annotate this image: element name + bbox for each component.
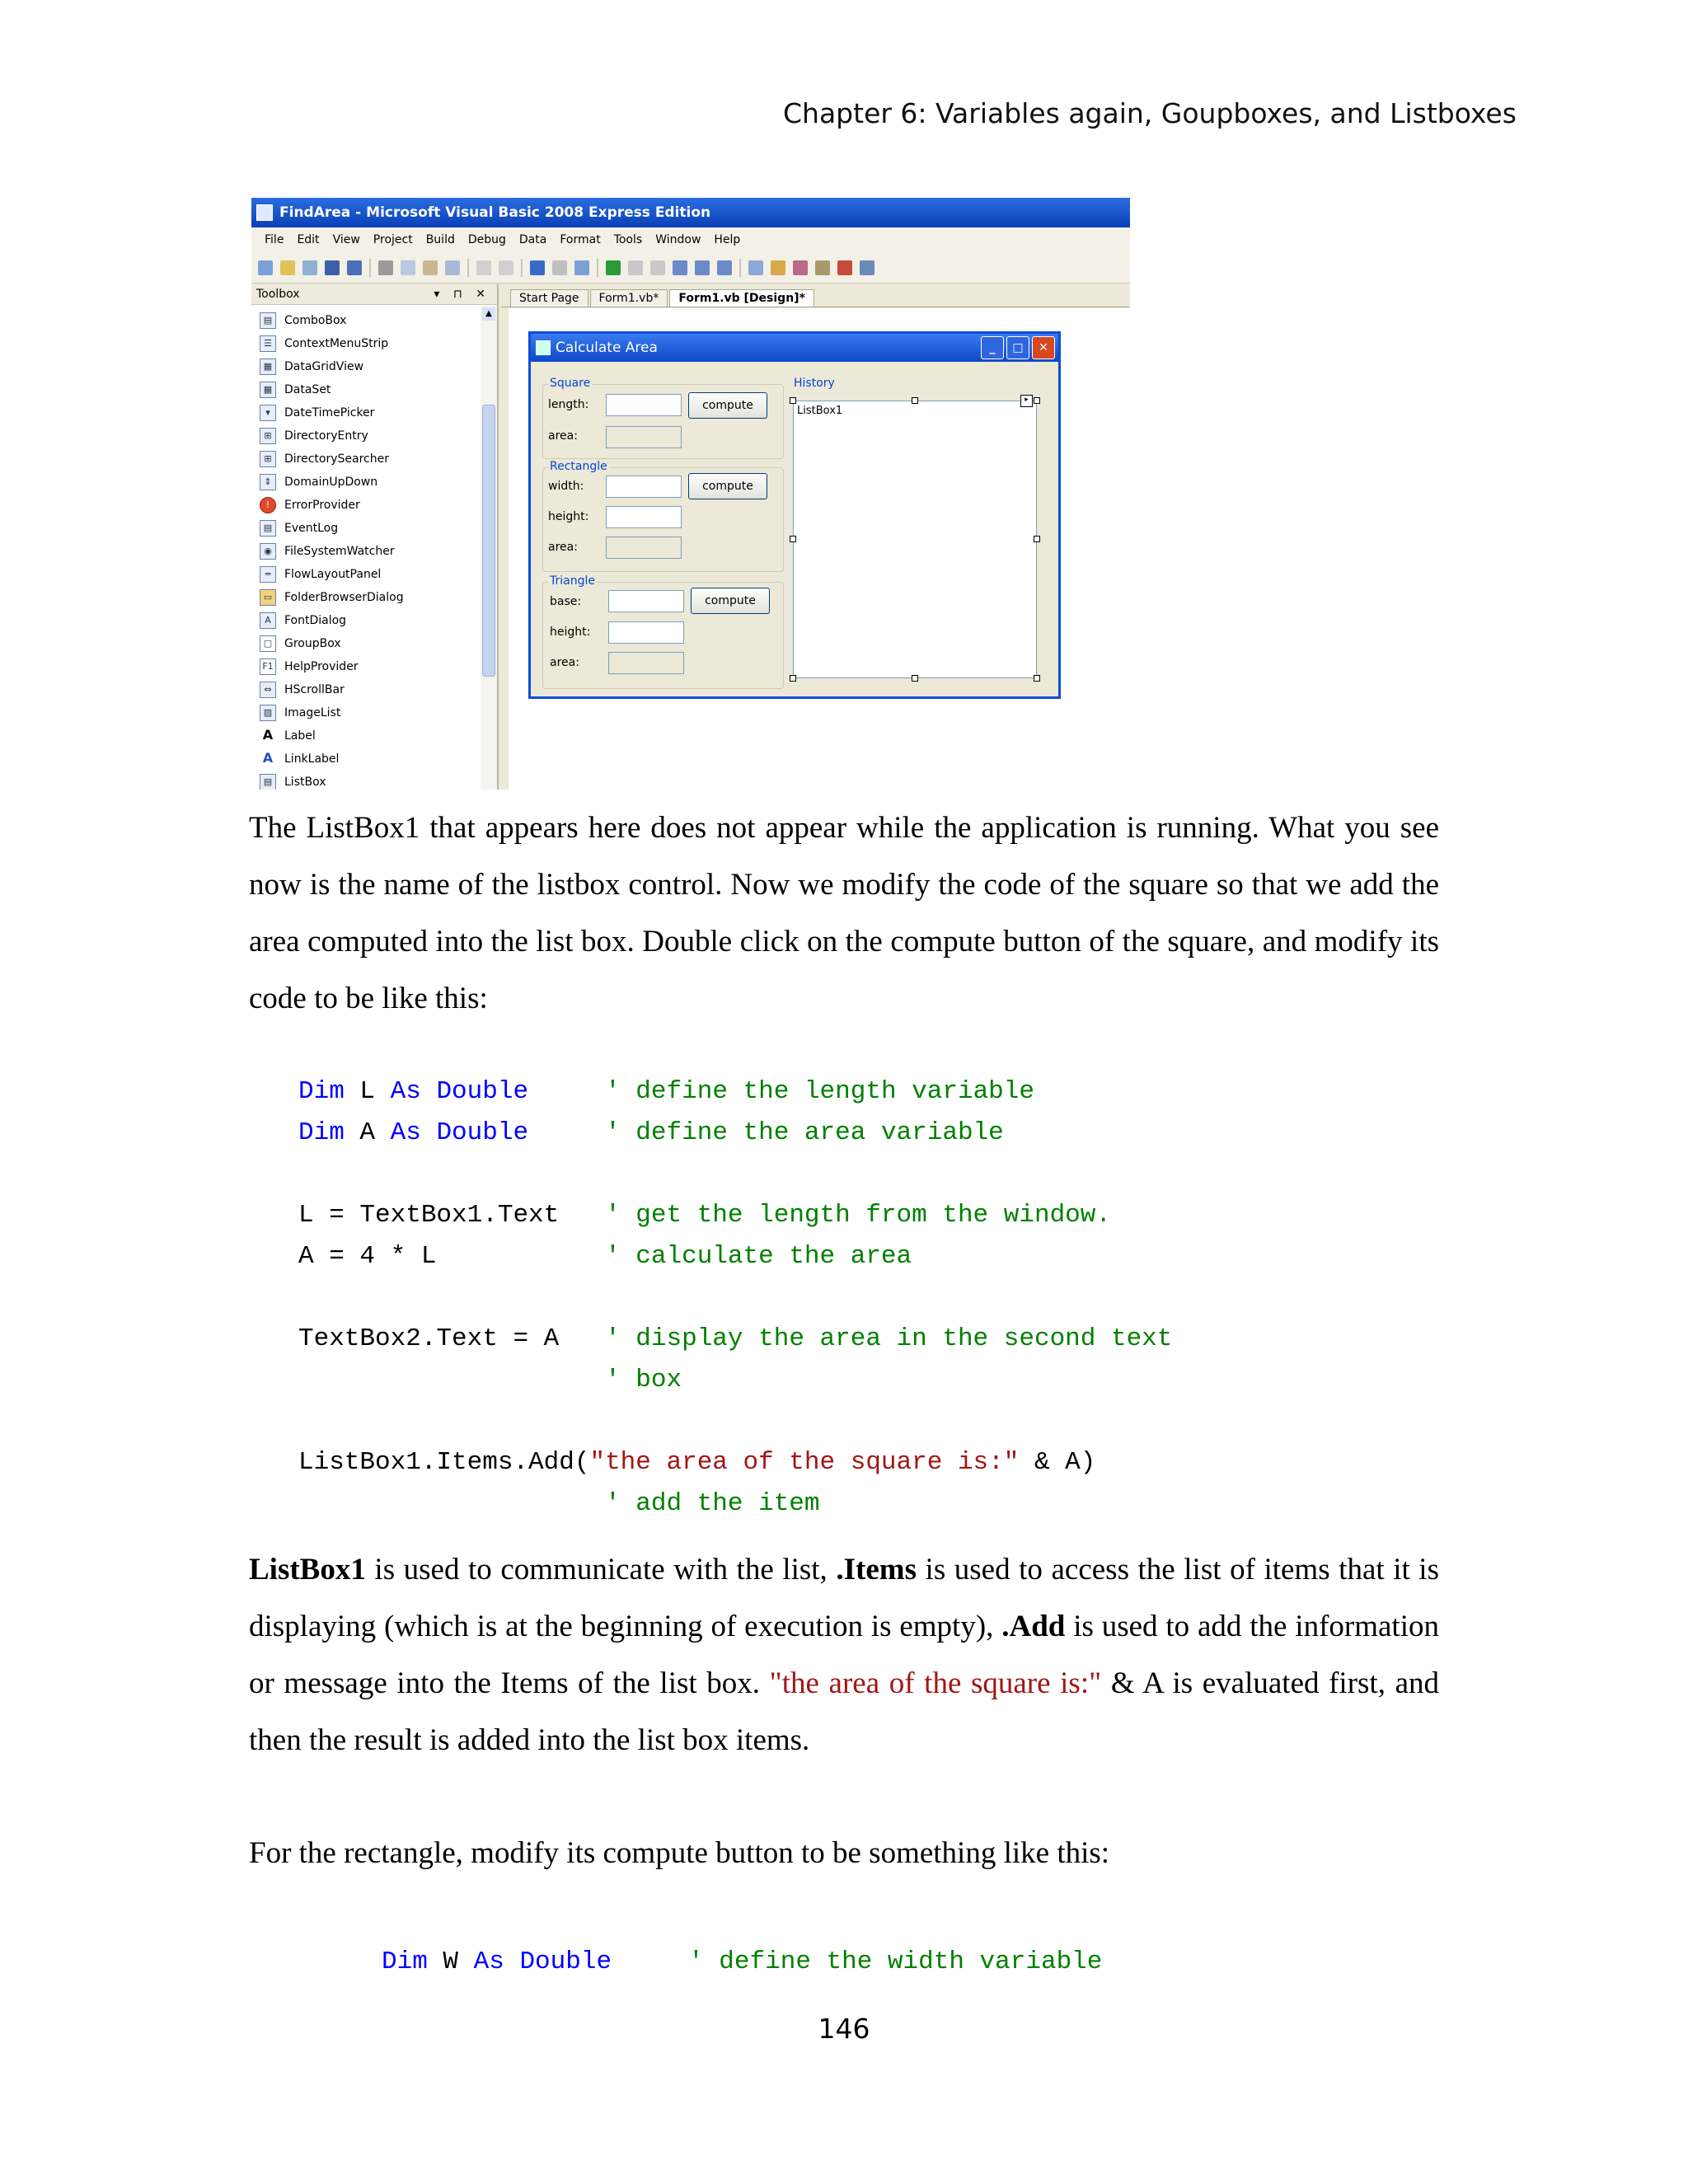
code-string: "the area of the square is:" <box>589 1448 1020 1477</box>
code-text: A <box>344 1118 391 1147</box>
error-list-icon[interactable] <box>837 260 852 275</box>
folderbrowserdialog-icon: ▭ <box>260 589 276 606</box>
listbox1-name: ListBox1 <box>797 405 843 417</box>
toolbar-separator <box>739 259 741 277</box>
save-icon[interactable] <box>325 260 340 275</box>
linklabel-icon: A <box>262 750 274 766</box>
tri-height-textbox[interactable] <box>608 621 684 644</box>
contextmenustrip-icon: ☰ <box>260 335 276 352</box>
rect-height-label: height: <box>548 510 589 523</box>
base-textbox[interactable] <box>608 590 684 612</box>
paragraph-text: & A is evaluated first, and then the result is added into the list box items. <box>249 1666 1439 1757</box>
triangle-compute-button[interactable]: compute <box>691 588 770 614</box>
ide-window-title: FindArea - Microsoft Visual Basic 2008 Express Edition <box>279 204 711 221</box>
rect-height-textbox[interactable] <box>606 506 682 528</box>
code-comment: ' display the area in the second text <box>605 1324 1173 1353</box>
rectangle-compute-button[interactable]: compute <box>688 473 767 499</box>
close-icon[interactable]: ✕ <box>1032 336 1055 359</box>
calculate-area-form <box>528 331 1061 699</box>
save-all-icon[interactable] <box>347 260 362 275</box>
square-area-textbox <box>606 426 682 448</box>
toolbox-item-label: ContextMenuStrip <box>284 337 389 350</box>
resize-handle[interactable] <box>790 675 796 682</box>
toolbox-icon[interactable] <box>815 260 830 275</box>
ide-menubar <box>251 227 1130 252</box>
label-icon: A <box>262 727 274 743</box>
code-comment: ' define the width variable <box>688 1947 1103 1976</box>
code-keyword: Double <box>420 1077 529 1106</box>
paragraph-text: is used to access the list of items that it is displaying (which is at the beginning of execution is empty), <box>249 1553 1439 1643</box>
bold-term: ListBox1 <box>249 1553 366 1586</box>
imagelist-icon: ▨ <box>260 705 276 721</box>
form-title: Calculate Area <box>556 340 658 356</box>
triangle-group-title: Triangle <box>550 574 595 588</box>
eventlog-icon: ▤ <box>260 520 276 537</box>
code-block-rectangle <box>382 1942 1102 1983</box>
length-label: length: <box>548 398 589 411</box>
toolbar-separator <box>521 259 523 277</box>
toolbox-item[interactable] <box>251 724 481 748</box>
toolbox-item[interactable] <box>251 655 481 678</box>
toolbox-item-label: FileSystemWatcher <box>284 545 395 558</box>
resize-handle[interactable] <box>790 536 796 542</box>
toolbox-list <box>251 309 481 790</box>
datagridview-icon: ▦ <box>260 359 276 375</box>
toolbox-item[interactable] <box>251 609 481 632</box>
code-text: ListBox1.Items.Add( <box>298 1448 590 1477</box>
maximize-icon[interactable]: □ <box>1006 336 1029 359</box>
pause-icon[interactable] <box>628 260 643 275</box>
uncomment-icon[interactable] <box>499 260 513 275</box>
menu-debug[interactable]: Debug <box>467 233 506 246</box>
toolbox-item-label: ImageList <box>284 706 341 719</box>
menu-window[interactable]: Window <box>655 233 701 246</box>
tab-form1-code[interactable]: Form1.vb* <box>590 289 668 307</box>
toolbox-item-label: Label <box>284 729 316 743</box>
form-window-buttons <box>978 336 1055 359</box>
toolbox-item[interactable] <box>251 748 481 771</box>
square-area-label: area: <box>548 429 578 443</box>
copy-icon[interactable] <box>401 260 415 275</box>
form-icon <box>536 340 551 355</box>
tri-area-textbox <box>608 652 684 674</box>
length-textbox[interactable] <box>606 394 682 416</box>
find-icon[interactable] <box>445 260 460 275</box>
code-keyword: Dim <box>298 1118 345 1147</box>
toolbox-item-label: FlowLayoutPanel <box>284 568 382 581</box>
comment-icon[interactable] <box>476 260 491 275</box>
base-label: base: <box>550 595 582 608</box>
toolbox-item-label: LinkLabel <box>284 752 340 766</box>
square-compute-button[interactable]: compute <box>688 392 767 419</box>
groupbox-icon: ▢ <box>260 635 276 652</box>
stop-icon[interactable] <box>650 260 665 275</box>
paragraph-text: is used to communicate with the list, <box>365 1553 837 1586</box>
errorprovider-icon: ! <box>260 497 276 513</box>
resize-handle[interactable] <box>1034 675 1040 682</box>
page-number: 146 <box>818 2013 870 2045</box>
toolbox-item-label: HScrollBar <box>284 683 345 696</box>
dataset-icon: ▦ <box>260 382 276 398</box>
toolbox-item[interactable] <box>251 540 481 563</box>
toolbox-item-label: ErrorProvider <box>284 499 360 512</box>
paragraph-text: is used to add the information or message into the Items of the list box. <box>249 1610 1439 1700</box>
code-comment: ' calculate the area <box>605 1242 912 1271</box>
rect-area-label: area: <box>548 541 578 554</box>
toolbox-panel <box>251 284 499 790</box>
undo-icon[interactable] <box>530 260 545 275</box>
open-file-icon[interactable] <box>280 260 295 275</box>
toolbox-item[interactable] <box>251 563 481 586</box>
toolbar-separator <box>467 259 469 277</box>
code-text: L = TextBox1.Text <box>298 1201 560 1230</box>
triangle-groupbox <box>542 574 784 689</box>
hscrollbar-icon: ⇔ <box>260 682 276 698</box>
object-browser-icon[interactable] <box>793 260 808 275</box>
datetimepicker-icon: ▾ <box>260 405 276 421</box>
code-comment: ' box <box>605 1366 682 1394</box>
code-keyword: Double <box>504 1947 612 1976</box>
menu-view[interactable]: View <box>332 233 360 246</box>
menu-data[interactable]: Data <box>518 233 547 246</box>
resize-handle[interactable] <box>1034 536 1040 542</box>
code-comment: ' get the length from the window. <box>605 1201 1111 1230</box>
toolbox-item[interactable] <box>251 701 481 724</box>
history-group-title: History <box>794 377 835 390</box>
smart-tag-icon[interactable]: ▸ <box>1020 395 1033 407</box>
properties-icon[interactable] <box>771 260 785 275</box>
square-groupbox <box>542 377 784 459</box>
code-keyword: As <box>390 1077 421 1106</box>
start-debugging-icon[interactable] <box>606 260 621 275</box>
scroll-thumb[interactable] <box>482 405 495 677</box>
toolbox-item-label: HelpProvider <box>284 660 359 673</box>
toolbox-item[interactable] <box>251 517 481 540</box>
rectangle-groupbox <box>542 460 784 572</box>
menu-edit[interactable]: Edit <box>297 233 320 246</box>
code-keyword: As <box>473 1947 504 1976</box>
tri-height-label: height: <box>550 626 591 639</box>
tab-form1-design[interactable]: Form1.vb [Design]* <box>669 289 814 307</box>
start-page-icon[interactable] <box>860 260 874 275</box>
toolbox-item[interactable] <box>251 471 481 494</box>
rectangle-group-title: Rectangle <box>550 460 607 473</box>
resize-handle[interactable] <box>1034 397 1040 404</box>
paste-icon[interactable] <box>423 260 438 275</box>
code-keyword: Dim <box>298 1077 345 1106</box>
code-block-square <box>298 1030 1172 1525</box>
toolbox-item-label: FontDialog <box>284 614 347 627</box>
directorysearcher-icon: ⊞ <box>260 451 276 467</box>
toolbox-item-label: DirectoryEntry <box>284 429 368 443</box>
toolbox-item[interactable] <box>251 424 481 448</box>
toolbox-header <box>251 284 497 305</box>
bold-term: .Add <box>1001 1610 1066 1643</box>
resize-handle[interactable] <box>912 675 918 682</box>
toolbar-separator <box>597 259 598 277</box>
code-keyword: Double <box>420 1118 529 1147</box>
vb-app-icon <box>256 204 273 221</box>
redo-icon[interactable] <box>552 260 567 275</box>
domainupdown-icon: ⇕ <box>260 474 276 490</box>
form-titlebar <box>531 334 1058 362</box>
scroll-up-icon[interactable]: ▲ <box>482 307 495 321</box>
toolbox-item-label: DateTimePicker <box>284 406 375 419</box>
code-comment: ' define the area variable <box>605 1118 1004 1147</box>
tab-start-page[interactable]: Start Page <box>510 289 588 307</box>
bold-term: .Items <box>836 1553 917 1586</box>
toolbox-item[interactable] <box>251 678 481 701</box>
toolbox-title: Toolbox <box>256 288 300 301</box>
flowlayoutpanel-icon: ═ <box>260 566 276 583</box>
toolbox-item[interactable] <box>251 332 481 355</box>
toolbox-item[interactable] <box>251 448 481 471</box>
toolbox-item[interactable] <box>251 309 481 332</box>
menu-tools[interactable]: Tools <box>613 233 643 246</box>
toolbox-item-label: DirectorySearcher <box>284 452 389 466</box>
helpprovider-icon: F1 <box>260 658 276 675</box>
fontdialog-icon: A <box>260 612 276 629</box>
resize-handle[interactable] <box>912 397 918 404</box>
code-comment: ' define the length variable <box>605 1077 1034 1106</box>
rect-area-textbox <box>606 537 682 559</box>
add-item-icon[interactable] <box>302 260 317 275</box>
code-text: A = 4 * L <box>298 1242 437 1271</box>
code-comment: ' add the item <box>605 1489 820 1518</box>
step-over-icon[interactable] <box>695 260 710 275</box>
code-text: TextBox2.Text = A <box>298 1324 560 1353</box>
menu-project[interactable]: Project <box>373 233 413 246</box>
code-text: W <box>427 1947 474 1976</box>
paragraph-2 <box>249 1541 1439 1769</box>
cut-icon[interactable] <box>378 260 393 275</box>
tri-area-label: area: <box>550 656 579 669</box>
toolbox-item[interactable] <box>251 494 481 517</box>
toolbox-scrollbar[interactable] <box>481 306 497 790</box>
toolbox-item-label: DomainUpDown <box>284 476 378 489</box>
directoryentry-icon: ⊞ <box>260 428 276 444</box>
toolbar-separator <box>369 259 371 277</box>
toolbox-window-controls[interactable]: ▾ ⊓ ✕ <box>434 288 490 301</box>
toolbox-item-label: DataSet <box>284 383 331 396</box>
toolbox-item[interactable] <box>251 355 481 378</box>
paragraph-1: The ListBox1 that appears here does not appear while the application is running. What you see now is the name of the listbox control. Now we modify the code of the square so that we add the area computed into the list box. Double click on the compute button of the square, and modify its code to be like this: <box>249 811 1439 1015</box>
toolbox-item[interactable] <box>251 401 481 424</box>
new-project-icon[interactable] <box>258 260 273 275</box>
toolbox-item[interactable] <box>251 378 481 401</box>
toolbox-item[interactable] <box>251 586 481 609</box>
resize-handle[interactable] <box>790 397 796 404</box>
solution-explorer-icon[interactable] <box>748 260 763 275</box>
combobox-icon: ▤ <box>260 312 276 329</box>
menu-format[interactable]: Format <box>560 233 601 246</box>
toolbox-item-label: DataGridView <box>284 360 364 373</box>
code-text: L <box>344 1077 391 1106</box>
minimize-icon[interactable]: _ <box>981 336 1004 359</box>
toolbox-item-label: EventLog <box>284 522 339 535</box>
toolbox-item-label: ListBox <box>284 776 326 789</box>
toolbox-item-label: FolderBrowserDialog <box>284 591 404 604</box>
step-out-icon[interactable] <box>717 260 732 275</box>
width-label: width: <box>548 480 584 493</box>
menu-help[interactable]: Help <box>714 233 741 246</box>
toolbox-item-label: ComboBox <box>284 314 347 327</box>
string-literal: "the area of the square is:" <box>769 1666 1102 1700</box>
ide-titlebar <box>251 198 1130 227</box>
toolbox-item-label: GroupBox <box>284 637 341 650</box>
square-group-title: Square <box>550 377 591 390</box>
code-text: & A) <box>1019 1448 1096 1477</box>
width-textbox[interactable] <box>606 476 682 498</box>
toolbox-item[interactable] <box>251 771 481 790</box>
menu-build[interactable]: Build <box>425 233 455 246</box>
code-keyword: Dim <box>382 1947 428 1976</box>
code-keyword: As <box>390 1118 421 1147</box>
toolbox-item[interactable] <box>251 632 481 655</box>
document-tabs <box>500 284 1130 307</box>
paragraph-3: For the rectangle, modify its compute button to be something like this: <box>249 1836 1110 1870</box>
navigate-icon[interactable] <box>574 260 589 275</box>
listbox1[interactable] <box>793 401 1037 678</box>
chapter-header: Chapter 6: Variables again, Goupboxes, and Listboxes <box>783 97 1517 129</box>
filesystemwatcher-icon: ◉ <box>260 543 276 560</box>
ide-toolbar <box>251 252 1130 284</box>
listbox-icon: ▤ <box>260 774 276 790</box>
menu-file[interactable]: File <box>265 233 284 246</box>
step-into-icon[interactable] <box>673 260 687 275</box>
